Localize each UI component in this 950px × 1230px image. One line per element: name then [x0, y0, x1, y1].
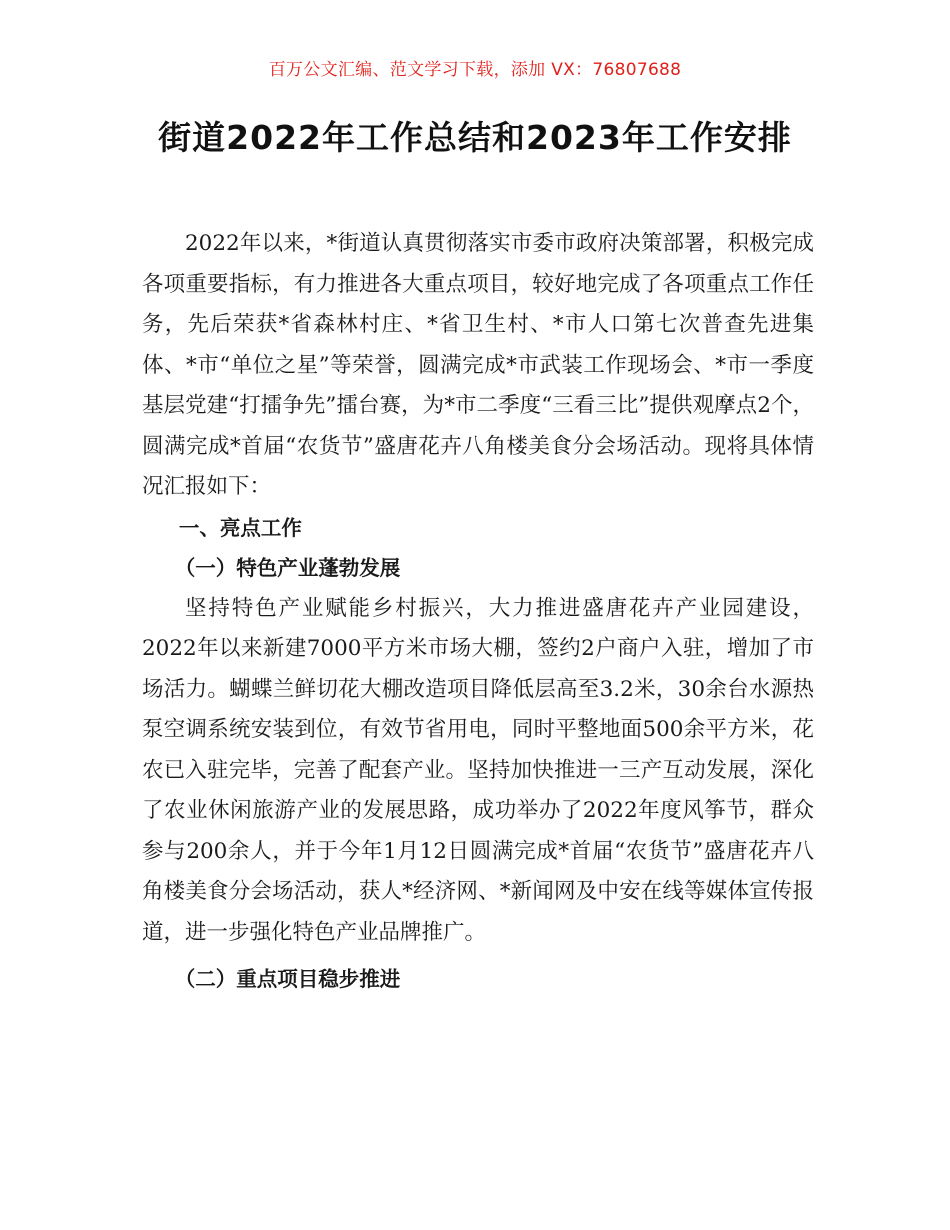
section-heading-1: 一、亮点工作 — [178, 515, 302, 540]
body-paragraph-1: 坚持特色产业赋能乡村振兴，大力推进盛唐花卉产业园建设，2022年以来新建7000平方米市场大棚，签约2户商户入驻，增加了市场活力。蝴蝶兰鲜切花大棚改造项目降低层高至3.2米，30余台水源热泵空调系统安装到位，有效节省用电，同时平整地面500余平方米，花农已入驻完毕，完善了配套产业。坚持加快推进一三产互动发展，深化了农业休闲旅游产业的发展思路，成功举办了2022年度风筝节，群众参与200余人，并于今年1月12日圆满完成*首届“农货节”盛唐花卉八角楼美食分会场活动，获人*经济网、*新闻网及中安在线等媒体宣传报道，进一步强化特色产业品牌推广。 — [142, 595, 814, 945]
subsection-heading-2: （二）重点项目稳步推进 — [174, 967, 401, 991]
intro-paragraph: 2022年以来，*街道认真贯彻落实市委市政府决策部署，积极完成各项重要指标，有力推进各大重点项目，较好地完成了各项重点工作任务，先后荣获*省森林村庄、*省卫生村、*市人口第七次普查先进集体、*市“单位之星”等荣誉，圆满完成*市武装工作现场会、*市一季度基层党建“打擂争先”擂台赛，为*市二季度“三看三比”提供观摩点2个，圆满完成*首届“农货节”盛唐花卉八角楼美食分会场活动。现将具体情况汇报如下： — [142, 231, 814, 499]
document-title: 街道2022年工作总结和2023年工作安排 — [158, 118, 792, 157]
subsection-heading-1: （一）特色产业蓬勃发展 — [174, 556, 401, 580]
document-body — [142, 224, 814, 1000]
watermark-text: 百万公文汇编、范文学习下载，添加 VX：76807688 — [268, 60, 682, 80]
